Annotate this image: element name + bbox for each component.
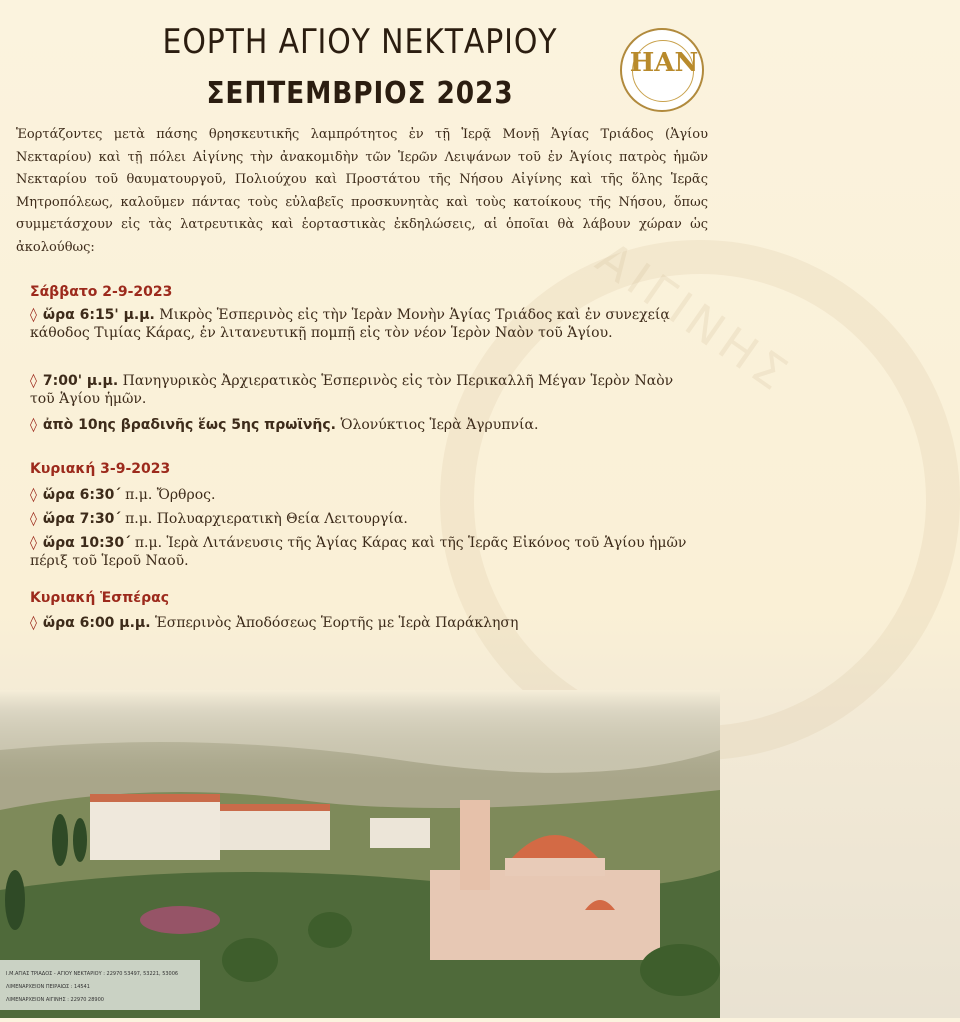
item-text: Ἑσπερινὸς Ἀποδόσεως Ἑορτῆς με Ἱερὰ Παράκληση bbox=[155, 615, 519, 631]
item-time: ὥρα 6:15' μ.μ. bbox=[42, 307, 155, 323]
footer-line: Ι.Μ.ΑΓΙΑΣ ΤΡΙΑΔΟΣ - ΑΓΙΟΥ ΝΕΚΤΑΡΙΟΥ : 22970 53497, 53221, 53006 bbox=[6, 971, 179, 977]
schedule-item bbox=[30, 416, 690, 434]
section-heading-sunday: Κυριακή 3-9-2023 bbox=[30, 461, 171, 477]
item-text: π.μ. Ὄρθρος. bbox=[125, 487, 216, 503]
schedule-item bbox=[30, 534, 690, 570]
schedule-item bbox=[30, 510, 690, 528]
item-time: ὥρα 10:30΄ bbox=[42, 535, 131, 551]
item-time: ὥρα 6:00 μ.μ. bbox=[42, 615, 151, 631]
diamond-bullet-icon: ◊ bbox=[30, 615, 37, 631]
diamond-bullet-icon: ◊ bbox=[30, 373, 37, 389]
watermark-lettering: ΑΙΓΙΝΗΣ bbox=[586, 230, 802, 404]
page-title: ΕΟΡΤΗ ΑΓΙΟΥ ΝΕΚΤΑΡΙΟΥ bbox=[162, 22, 558, 62]
diamond-bullet-icon: ◊ bbox=[30, 417, 37, 433]
diamond-bullet-icon: ◊ bbox=[30, 307, 37, 323]
footer-line: ΛΙΜΕΝΑΡΧΕΙΟΝ ΠΕΙΡΑΙΩΣ : 14541 bbox=[6, 984, 90, 990]
monastery-seal-logo bbox=[620, 28, 704, 112]
item-text: π.μ. Ἱερὰ Λιτάνευσις τῆς Ἁγίας Κάρας καὶ τῆς Ἱερᾶς Εἰκόνος τοῦ Ἁγίου ἡμῶν πέριξ τοῦ Ἱεροῦ Ναοῦ. bbox=[30, 535, 687, 569]
item-time: ὥρα 7:30΄ bbox=[42, 511, 121, 527]
section-heading-saturday: Σάββατο 2-9-2023 bbox=[30, 284, 173, 300]
diamond-bullet-icon: ◊ bbox=[30, 535, 37, 551]
schedule-item bbox=[30, 614, 690, 632]
item-time: ἀπὸ 10ης βραδινῆς ἕως 5ης πρωϊνῆς. bbox=[42, 417, 336, 433]
diamond-bullet-icon: ◊ bbox=[30, 511, 37, 527]
schedule-item bbox=[30, 486, 690, 504]
schedule-item bbox=[30, 306, 690, 342]
intro-paragraph: Ἑορτάζοντες μετὰ πάσης θρησκευτικῆς λαμπρότητος ἐν τῇ Ἱερᾷ Μονῇ Ἁγίας Τριάδος (Ἁγίου Νεκταρίου) καὶ τῇ πόλει Αἰγίνης τὴν ἀνακομιδὴν τῶν Ἱερῶν Λειψάνων τοῦ ἐν Ἁγίοις πατρὸς ἡμῶν Νεκταρίου τοῦ θαυματουργοῦ, Πολιούχου καὶ Προστάτου τῆς Νήσου Αἰγίνης καὶ τῆς ὅλης Ἱερᾶς Μητροπόλεως, καλοῦμεν πάντας τοὺς εὐλαβεῖς προσκυνητὰς καὶ τοὺς κατοίκους τῆς Νήσου, ὅπως συμμετάσχουν εἰς τὰς λατρευτικὰς καὶ ἑορταστικὰς ἐκδηλώσεις, αἱ ὁποῖαι θὰ λάβουν χώραν ὡς ἀκολούθως: bbox=[16, 127, 708, 255]
item-text: Πανηγυρικὸς Ἀρχιερατικὸς Ἑσπερινὸς εἰς τὸν Περικαλλῆ Μέγαν Ἱερὸν Ναὸν τοῦ Ἁγίου ἡμῶν. bbox=[30, 373, 674, 407]
diamond-bullet-icon: ◊ bbox=[30, 487, 37, 503]
item-text: π.μ. Πολυαρχιερατικὴ Θεία Λειτουργία. bbox=[125, 511, 408, 527]
section-heading-sunday-evening: Κυριακή Ἑσπέρας bbox=[30, 590, 170, 606]
item-time: ὥρα 6:30΄ bbox=[42, 487, 121, 503]
page-subtitle: ΣΕΠΤΕΜΒΡΙΟΣ 2023 bbox=[206, 76, 514, 111]
item-text: Ὁλονύκτιος Ἱερὰ Ἀγρυπνία. bbox=[340, 417, 539, 433]
footer-line: ΛΙΜΕΝΑΡΧΕΙΟΝ ΑΙΓΙΝΗΣ : 22970 28900 bbox=[6, 997, 104, 1003]
item-text: Μικρὸς Ἑσπερινὸς εἰς τὴν Ἱερὰν Μονὴν Ἁγίας Τριάδος καὶ ἐν συνεχείᾳ κάθοδος Τιμίας Κάρας, ἐν λιτανευτικῇ πομπῇ εἰς τὸν νέον Ἱερὸν Ναὸν τοῦ Ἁγίου. bbox=[30, 307, 670, 341]
seal-monogram: ΗΑΝ bbox=[629, 48, 699, 78]
contact-footer bbox=[0, 960, 200, 1010]
item-time: 7:00' μ.μ. bbox=[42, 373, 119, 389]
schedule-item bbox=[30, 372, 690, 408]
